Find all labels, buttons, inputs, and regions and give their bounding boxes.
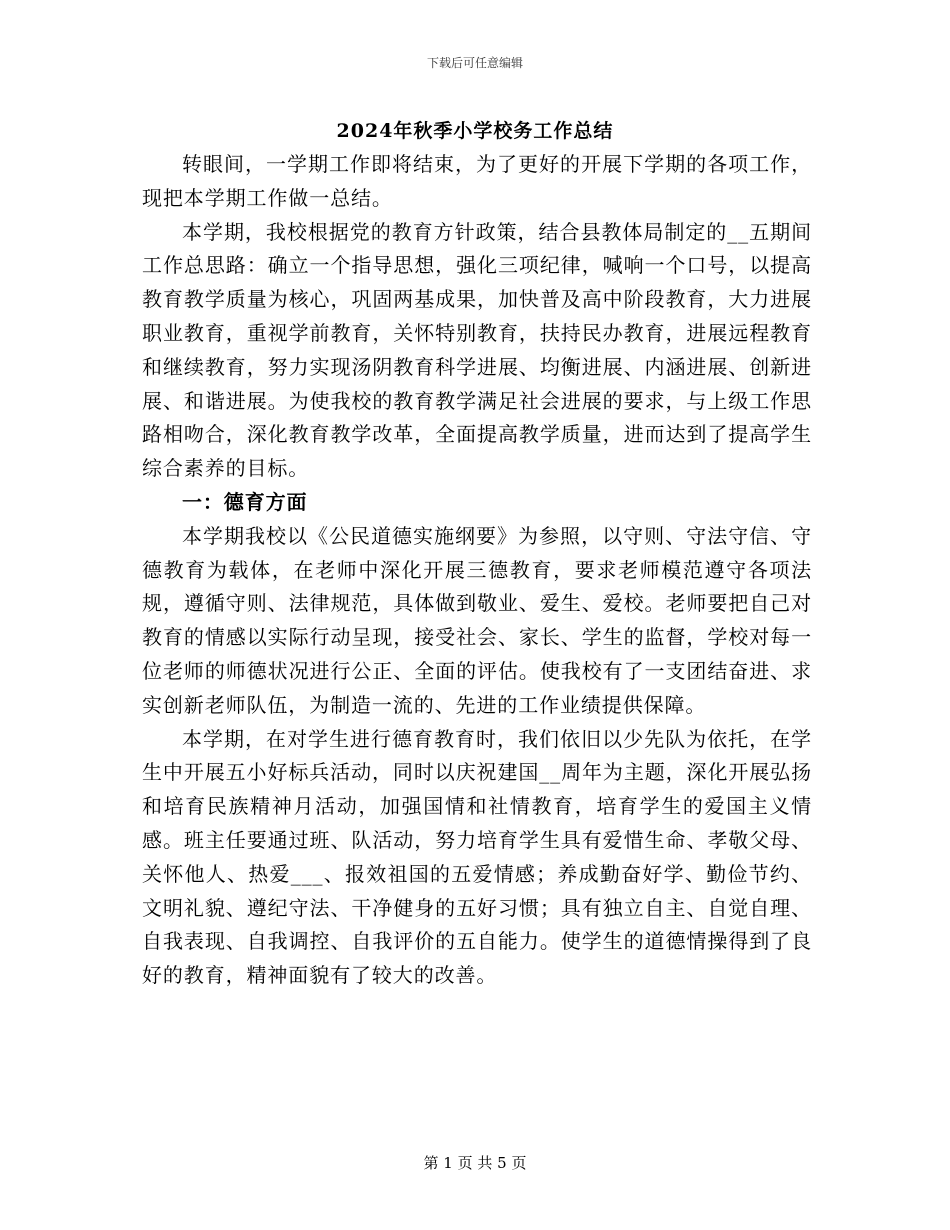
page-number: 第 1 页 共 5 页 [423,1154,527,1172]
section-heading-moral-education: 一：德育方面 [182,489,308,514]
paragraph-teacher-ethics: 本学期我校以《公民道德实施纲要》为参照，以守则、守法守信、守德教育为载体，在老师中深化开展三德教育，要求老师模范遵守各项法规，遵循守则、法律规范，具体做到敬业、爱生、爱校。老师要把自己对教育的情感以实际行动呈现，接受社会、家长、学生的监督，学校对每一位老师的师德状况进行公正、全面的评估。使我校有了一支团结奋进、求实创新老师队伍，为制造一流的、先进的工作业绩提供保障。 [142,523,812,717]
document-title: 2024年秋季小学校务工作总结 [336,120,614,142]
header-note: 下载后可任意编辑 [426,56,523,70]
document-body [142,148,812,993]
paragraph-intro: 转眼间，一学期工作即将结束，为了更好的开展下学期的各项工作，现把本学期工作做一总结。 [142,152,812,210]
paragraph-student-moral-education: 本学期，在对学生进行德育教育时，我们依旧以少先队为依托，在学生中开展五小好标兵活动，同时以庆祝建国__周年为主题，深化开展弘扬和培育民族精神月活动，加强国情和社情教育，培育学生的爱国主义情感。班主任要通过班、队活动，努力培育学生具有爱惜生命、孝敬父母、关怀他人、热爱___、报效祖国的五爱情感；养成勤奋好学、勤俭节约、文明礼貌、遵纪守法、干净健身的五好习惯；具有独立自主、自觉自理、自我表现、自我调控、自我评价的五自能力。使学生的道德情操得到了良好的教育，精神面貌有了较大的改善。 [142,726,812,988]
paragraph-overview: 本学期，我校根据党的教育方针政策，结合县教体局制定的__五期间工作总思路：确立一个指导思想，强化三项纪律，喊响一个口号，以提高教育教学质量为核心，巩固两基成果，加快普及高中阶段教育，大力进展职业教育，重视学前教育，关怀特别教育，扶持民办教育，进展远程教育和继续教育，努力实现汤阴教育科学进展、均衡进展、内涵进展、创新进展、和谐进展。为使我校的教育教学满足社会进展的要求，与上级工作思路相吻合，深化教育教学改革，全面提高教学质量，进而达到了提高学生综合素养的目标。 [142,219,812,481]
